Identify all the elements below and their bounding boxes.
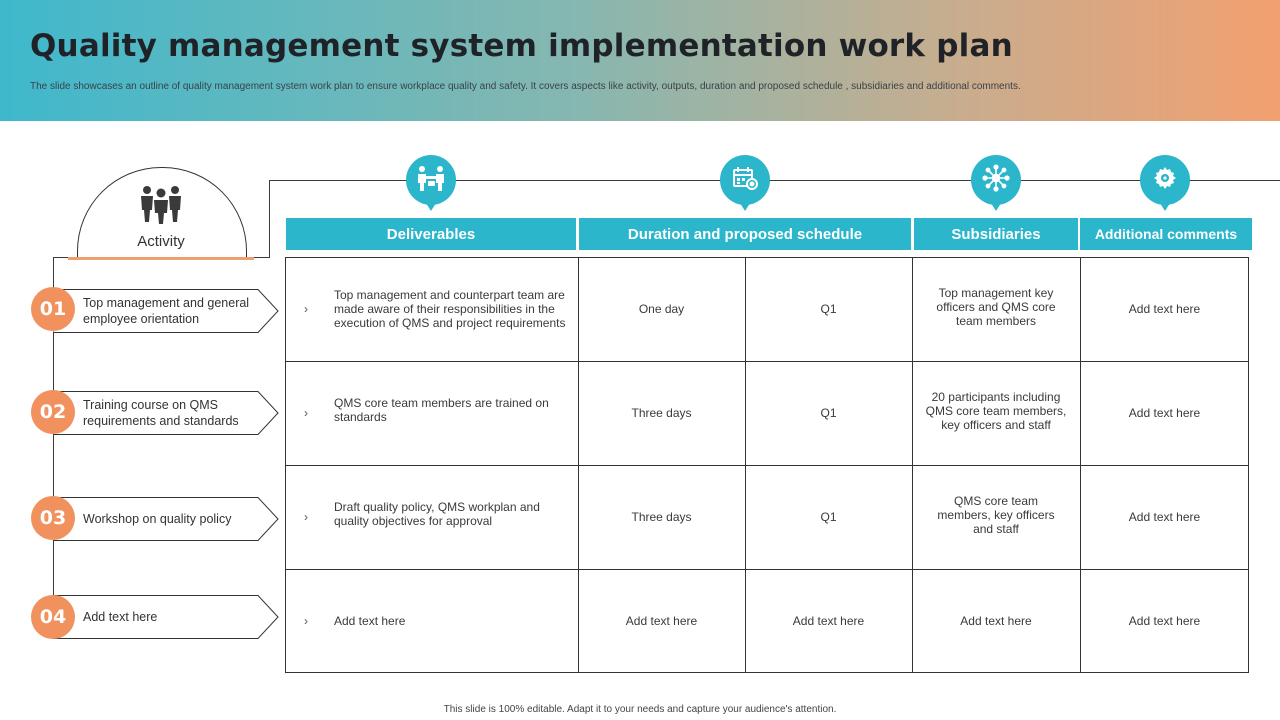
activity-item-4 (53, 595, 279, 639)
table-cell-schedule: Q1 (820, 406, 837, 420)
activity-item-text: Workshop on quality policy (83, 512, 232, 526)
connector-line-dome (254, 257, 270, 258)
activity-dome-base (68, 257, 254, 260)
table-cell-comments: Add text here (1128, 406, 1201, 420)
table-cell-comments: Add text here (1128, 614, 1201, 628)
table-cell-schedule: Add text here (792, 614, 865, 628)
activity-number-badge: 03 (31, 496, 75, 540)
activity-label: Activity (137, 233, 185, 250)
schedule-pin (720, 155, 770, 215)
subsidiaries-pin (971, 155, 1021, 215)
table-cell-duration: Three days (631, 510, 692, 524)
activity-item-2 (53, 391, 279, 435)
deliverable-text: QMS core team members are trained on standards (334, 396, 549, 424)
activity-spine-top (53, 257, 69, 258)
handshake-people-icon (416, 165, 446, 196)
page-title: Quality management system implementation work plan (30, 28, 1013, 64)
deliverable-text: Top management and counterpart team are made aware of their responsibilities in the execution of QMS and project requirements (334, 288, 566, 330)
table-cell-comments: Add text here (1128, 302, 1201, 316)
activity-item-text: Top management and general employee orientation (83, 296, 250, 326)
table-cell-subsidiaries: Add text here (960, 614, 1032, 628)
activity-item-text: Add text here (83, 610, 158, 624)
activity-item-text: Training course on QMS requirements and standards (83, 398, 239, 428)
column-header-deliverables: Deliverables (286, 218, 576, 250)
table-cell-deliverable (285, 569, 578, 673)
gear-comment-icon (1152, 165, 1178, 196)
table-cell-duration: Three days (631, 406, 692, 420)
footer-note: This slide is 100% editable. Adapt it to your needs and capture your audience's attention. (443, 704, 837, 715)
column-header-subsidiaries: Subsidiaries (914, 218, 1078, 250)
team-icon (139, 184, 183, 224)
connector-line-drop (269, 180, 270, 257)
activity-number-badge: 01 (31, 287, 75, 331)
activity-number-badge: 04 (31, 595, 75, 639)
bullet-icon: › (304, 614, 308, 628)
table-cell-deliverable (285, 361, 578, 465)
calendar-gear-icon (730, 164, 760, 197)
activity-item-3 (53, 497, 279, 541)
column-header-additional-comments: Additional comments (1080, 218, 1252, 250)
page-subtitle: The slide showcases an outline of quality management system work plan to ensure workplace quality and safety. It covers aspects like activity, outputs, duration and proposed schedule , subsidiaries and additional comments. (30, 81, 1021, 92)
comments-pin (1140, 155, 1190, 215)
bullet-icon: › (304, 302, 308, 316)
table-cell-duration: Add text here (625, 614, 698, 628)
table-cell-subsidiaries: 20 participants including QMS core team members, key officers and staff (925, 390, 1067, 432)
column-header-duration-schedule: Duration and proposed schedule (579, 218, 911, 250)
table-cell-schedule: Q1 (820, 510, 837, 524)
deliverable-text: Draft quality policy, QMS workplan and quality objectives for approval (334, 500, 540, 528)
table-cell-subsidiaries: Top management key officers and QMS core team members (936, 286, 1056, 328)
table-cell-schedule: Q1 (820, 302, 837, 316)
bullet-icon: › (304, 406, 308, 420)
bullet-icon: › (304, 510, 308, 524)
table-cell-deliverable (285, 465, 578, 569)
table-cell-comments: Add text here (1128, 510, 1201, 524)
activity-number-badge: 02 (31, 390, 75, 434)
table-cell-duration: One day (638, 302, 685, 316)
deliverables-pin (406, 155, 456, 215)
network-icon (982, 164, 1010, 197)
activity-item-1 (53, 289, 279, 333)
deliverable-text: Add text here (334, 614, 406, 628)
work-plan-table (285, 257, 1249, 673)
table-cell-deliverable (285, 257, 578, 361)
table-cell-subsidiaries: QMS core team members, key officers and staff (937, 494, 1055, 536)
